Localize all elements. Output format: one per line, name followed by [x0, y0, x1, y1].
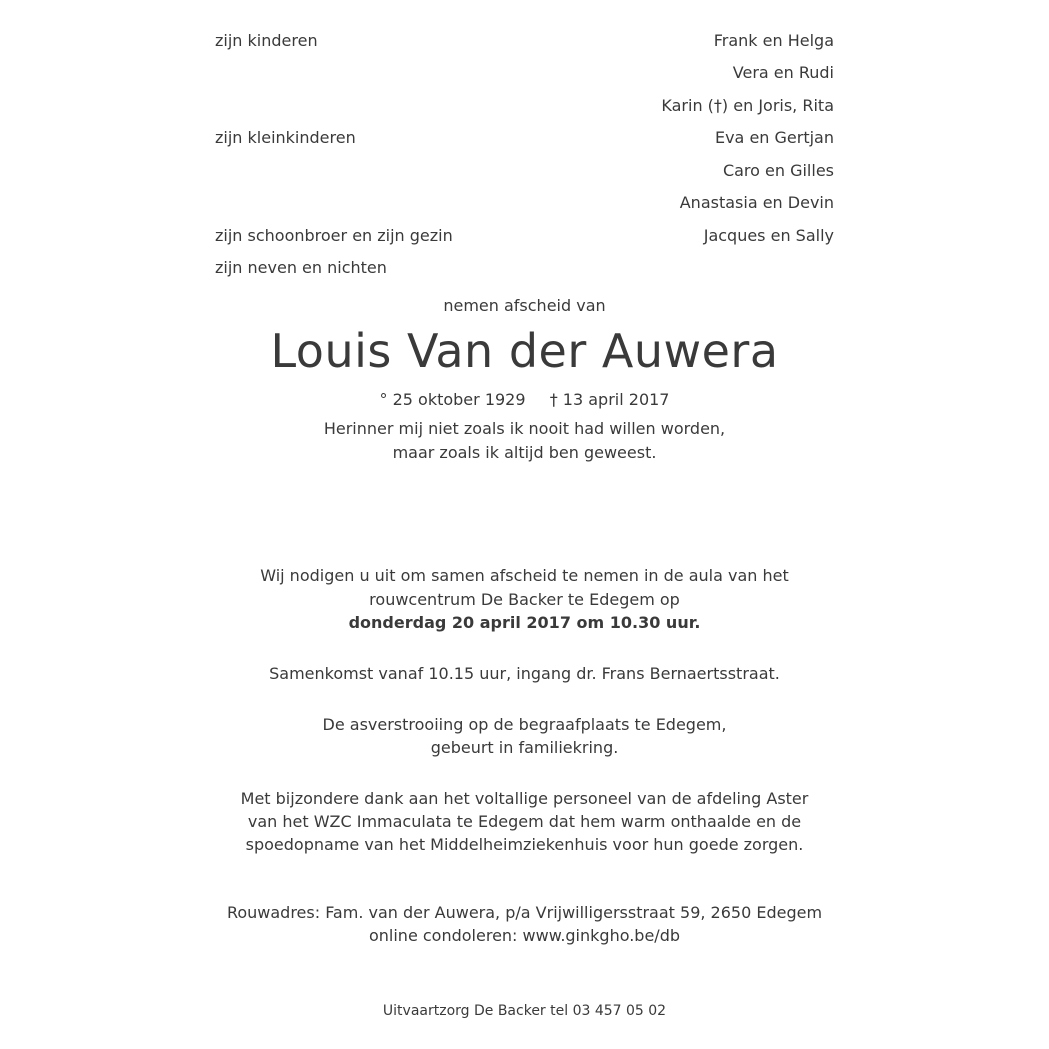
gathering-info: Samenkomst vanaf 10.15 uur, ingang dr. Frans Bernaertsstraat.	[269, 664, 780, 683]
invitation-line: Wij nodigen u uit om samen afscheid te nemen in de aula van het	[260, 566, 789, 585]
relative-name: Anastasia en Devin	[679, 193, 834, 212]
children-label: zijn kinderen	[215, 31, 318, 50]
birth-date: ° 25 oktober 1929	[379, 390, 526, 409]
relative-name: Caro en Gilles	[722, 161, 834, 180]
quote-line: Herinner mij niet zoals ik nooit had willen worden,	[323, 419, 726, 438]
death-date: † 13 april 2017	[549, 390, 670, 409]
relative-name: Vera en Rudi	[732, 63, 834, 82]
deceased-name: Louis Van der Auwera	[270, 324, 779, 378]
quote-line: maar zoals ik altijd ben geweest.	[392, 443, 657, 462]
relative-name: Eva en Gertjan	[714, 128, 834, 147]
ceremony-date: donderdag 20 april 2017 om 10.30 uur.	[348, 613, 701, 632]
relative-name: Jacques en Sally	[703, 226, 834, 245]
mourning-address: Rouwadres: Fam. van der Auwera, p/a Vrijwilligersstraat 59, 2650 Edegem	[226, 903, 823, 922]
thanks-line: spoedopname van het Middelheimziekenhuis voor hun goede zorgen.	[245, 835, 804, 854]
relative-name: Frank en Helga	[713, 31, 834, 50]
thanks-line: van het WZC Immaculata te Edegem dat hem warm onthaalde en de	[247, 812, 802, 831]
condolence-link[interactable]: online condoleren: www.ginkgho.be/db	[368, 926, 680, 945]
brother-in-law-label: zijn schoonbroer en zijn gezin	[215, 226, 453, 245]
grandchildren-label: zijn kleinkinderen	[215, 128, 356, 147]
ashes-line: gebeurt in familiekring.	[430, 738, 619, 757]
thanks-line: Met bijzondere dank aan het voltallige personeel van de afdeling Aster	[240, 789, 809, 808]
relative-name: Karin (†) en Joris, Rita	[661, 96, 834, 115]
intro-text: nemen afscheid van	[443, 296, 606, 315]
life-dates	[0, 388, 1049, 411]
invitation-line: rouwcentrum De Backer te Edegem op	[369, 590, 680, 609]
cousins-label: zijn neven en nichten	[215, 258, 387, 277]
funeral-home-footer: Uitvaartzorg De Backer tel 03 457 05 02	[382, 1003, 667, 1019]
ashes-line: De asverstrooiing op de begraafplaats te Edegem,	[322, 715, 727, 734]
